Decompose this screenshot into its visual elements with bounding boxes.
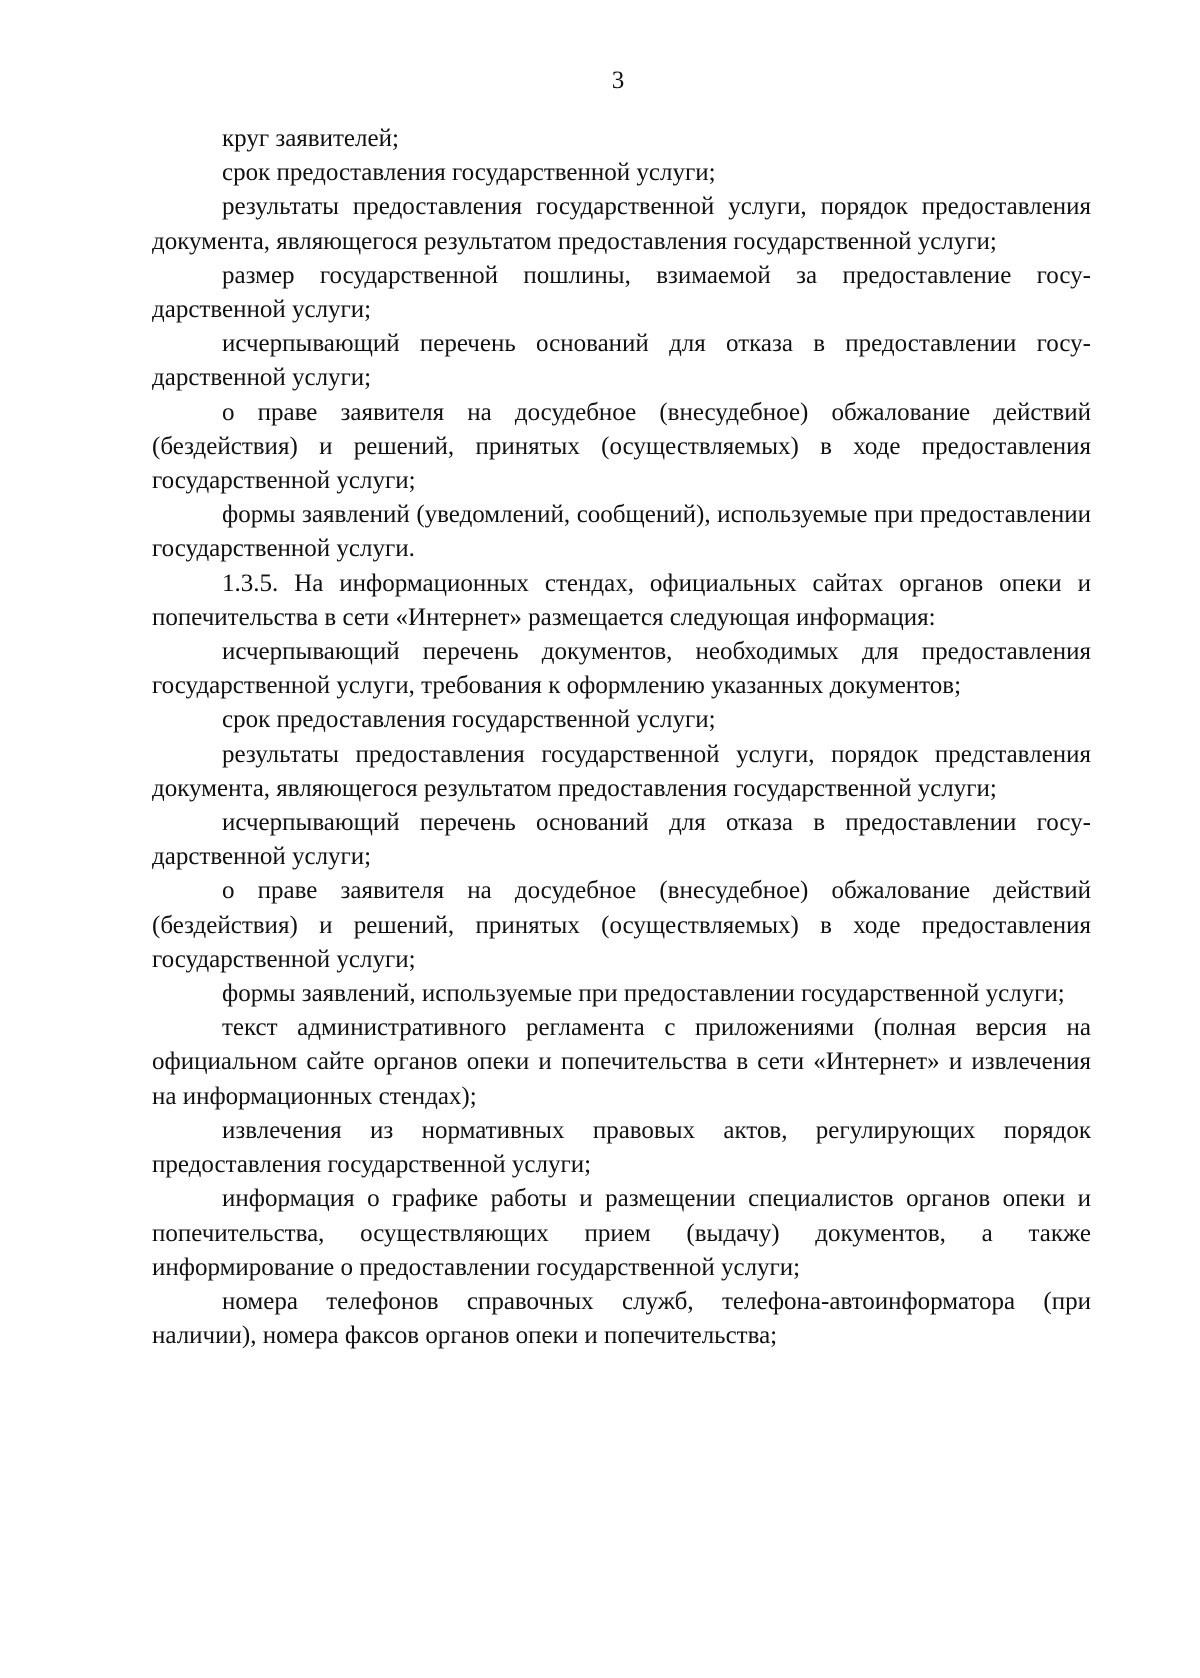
paragraph-section-1-3-5: 1.3.5. На информационных стендах, официальных сайтах органов опеки и попечительства в сети «Интернет» размещается следующая информация:	[152, 569, 1091, 631]
paragraph: формы заявлений, используемые при предоставлении государственной услуги;	[222, 980, 1065, 1008]
paragraph: размер государственной пошлины, взимаемой за предоставление государственной услуги;	[152, 261, 1091, 324]
paragraph: формы заявлений (уведомлений, сообщений), используемые при предоставлении государственной услуги.	[152, 501, 1091, 563]
paragraph: круг заявителей;	[222, 125, 399, 152]
paragraph: исчерпывающий перечень оснований для отказа в предоставлении государственной услуги;	[152, 330, 1091, 392]
paragraph: результаты предоставления государственной услуги, порядок представления документа, являющегося результатом предоставления государственной услуги;	[152, 740, 1091, 802]
paragraph: извлечения из нормативных правовых актов, регулирующих порядок предоставления государственной услуги;	[152, 1116, 1091, 1179]
paragraph: номера телефонов справочных служб, телефона-автоинформатора (при наличии), номера факсов органов опеки и попечительства;	[152, 1287, 1091, 1350]
paragraph: исчерпывающий перечень документов, необходимых для предоставления государственной услуги, требования к оформлению указанных документов;	[152, 638, 1091, 700]
document-body	[152, 122, 1091, 1353]
paragraph: текст административного регламента с приложениями (полная версия на официальном сайте органов опеки и попечительства в сети «Интернет» и извлечения на информационных стендах);	[152, 1014, 1091, 1110]
page-number: 3	[611, 67, 625, 94]
paragraph: о праве заявителя на досудебное (внесудебное) обжалование действий (бездействия) и решений, принятых (осуществляемых) в ходе предоставления государственной услуги;	[152, 877, 1091, 973]
paragraph: информация о графике работы и размещении специалистов органов опеки и попечительства, осуществляющих прием (выдачу) документов, а также информирование о предоставлении государственной услуги;	[152, 1185, 1091, 1281]
paragraph: исчерпывающий перечень оснований для отказа в предоставлении государственной услуги;	[152, 809, 1091, 871]
paragraph: о праве заявителя на досудебное (внесудебное) обжалование действий (бездействия) и решений, принятых (осуществляемых) в ходе предоставления государственной услуги;	[152, 398, 1091, 495]
paragraph: срок предоставления государственной услуги;	[222, 706, 716, 734]
paragraph: результаты предоставления государственной услуги, порядок предоставления документа, являющегося результатом предоставления государственной услуги;	[152, 193, 1091, 255]
paragraph: срок предоставления государственной услуги;	[222, 159, 716, 187]
